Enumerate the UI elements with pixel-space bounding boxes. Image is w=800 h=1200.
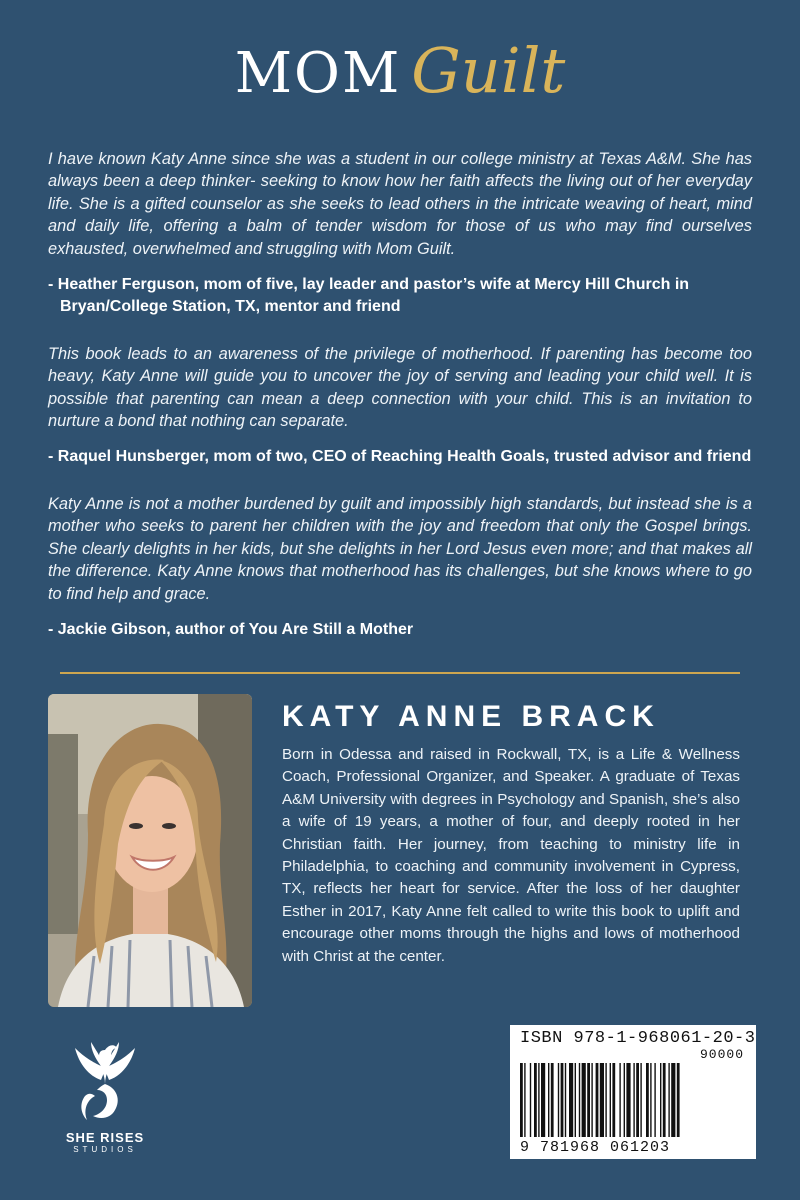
barcode-bar [660,1063,661,1137]
barcode-bars [520,1063,746,1137]
price-code: 90000 [699,1047,744,1062]
endorsement-attribution: - Jackie Gibson, author of You Are Still a Mother [48,620,414,638]
barcode-bar [624,1063,625,1137]
phoenix-icon [65,1040,145,1126]
barcode-bar [582,1063,586,1137]
barcode-bar [636,1063,639,1137]
barcode-bar [640,1063,641,1137]
barcode-bar [524,1063,525,1137]
author-name: KATY ANNE BRACK [282,700,660,733]
barcode-bar [654,1063,655,1137]
barcode-bar [591,1063,592,1137]
barcode-bar [569,1063,573,1137]
endorsement-attribution: - Raquel Hunsberger, mom of two, CEO of Reaching Health Goals, trusted advisor and friend [48,448,752,466]
barcode-bar [534,1063,537,1137]
barcode-bar [575,1063,576,1137]
barcode-bar [677,1063,680,1137]
author-bio: Born in Odessa and raised in Rockwall, TX, is a Life & Wellness Coach, Professional Organizer, and Speaker. A graduate of Texas A&M University with degrees in Psychology and Spanish, she’s also a wife of 19 years, a mother of four, and deeply rooted in her Christian faith. Her journey, from teaching to ministry life in Philadelphia, to coaching and community involvement in Cypress, TX, reflects her heart for service. After the loss of her daughter Esther in 2017, Katy Anne felt called to write this book to uplift and encourage other moms through the highs and lows of motherhood with Christ at the center. [282,746,740,965]
isbn-text: ISBN 978-1-968061-20-3 [520,1029,756,1048]
barcode-bar [646,1063,649,1137]
publisher-name: SHE RISES [65,1130,145,1145]
barcode-bar [671,1063,675,1137]
endorsement-quote: This book leads to an awareness of the privilege of motherhood. If parenting has become too heavy, Katy Anne will guide you to uncover the joy of serving and leading your child well. It is possible that parenting can mean a deep connection with your child. This is an invitation to nurture a bond that nothing can separate. [48,344,752,431]
ean-digits: 9 781968 061203 [520,1139,671,1156]
barcode-bar [558,1063,559,1137]
author-photo [48,694,252,1007]
barcode-bar [579,1063,580,1137]
barcode-bar [520,1063,523,1137]
endorsement-attribution: - Heather Ferguson, mom of five, lay leader and pastor’s wife at Mercy Hill Church in Bryan/College Station, TX, mentor and friend [48,276,690,316]
title-main: MOM [234,41,402,106]
barcode-bar [565,1063,566,1137]
endorsements [48,148,752,641]
barcode-bar [663,1063,666,1137]
barcode-bar [548,1063,549,1137]
barcode-bar [612,1063,615,1137]
author-section [282,700,740,968]
barcode-bar [551,1063,554,1137]
isbn-barcode [510,1025,756,1159]
author-portrait-illustration [48,694,252,1007]
barcode-bar [633,1063,634,1137]
publisher-sub: STUDIOS [73,1145,137,1154]
barcode-bar [619,1063,620,1137]
barcode-bar [561,1063,564,1137]
barcode-bar [626,1063,630,1137]
endorsement-quote: I have known Katy Anne since she was a student in our college ministry at Texas A&M. She has always been a deep thinker- seeking to know how her faith affects the living out of her everyday life. She is a gifted counselor as she seeks to lead others in the intricate weaving of heart, mind and daily life, offering a balm of tender wisdom for those of us who may find ourselves exhausted, overwhelmed and struggling with Mom Guilt. [48,150,752,258]
book-title [0,34,800,107]
barcode-bar [530,1063,531,1137]
title-script: Guilt [411,34,566,107]
barcode-bar [596,1063,599,1137]
barcode-bar [538,1063,539,1137]
barcode-bar [541,1063,545,1137]
barcode-bar [668,1063,669,1137]
barcode-bar [587,1063,590,1137]
barcode-bar [610,1063,611,1137]
publisher-logo [50,1040,160,1154]
endorsement-quote: Katy Anne is not a mother burdened by guilt and impossibly high standards, but instead she is a mother who seeks to parent her children with the joy and freedom that only the Gospel brings. She clearly delights in her kids, but she delights in her Lord Jesus even more; and that makes all the difference. Katy Anne knows that motherhood has its challenges, but she knows where to go to find help and grace. [48,494,752,603]
gold-divider [60,672,740,674]
barcode-bar [600,1063,604,1137]
barcode-bar [650,1063,651,1137]
barcode-bar [605,1063,606,1137]
